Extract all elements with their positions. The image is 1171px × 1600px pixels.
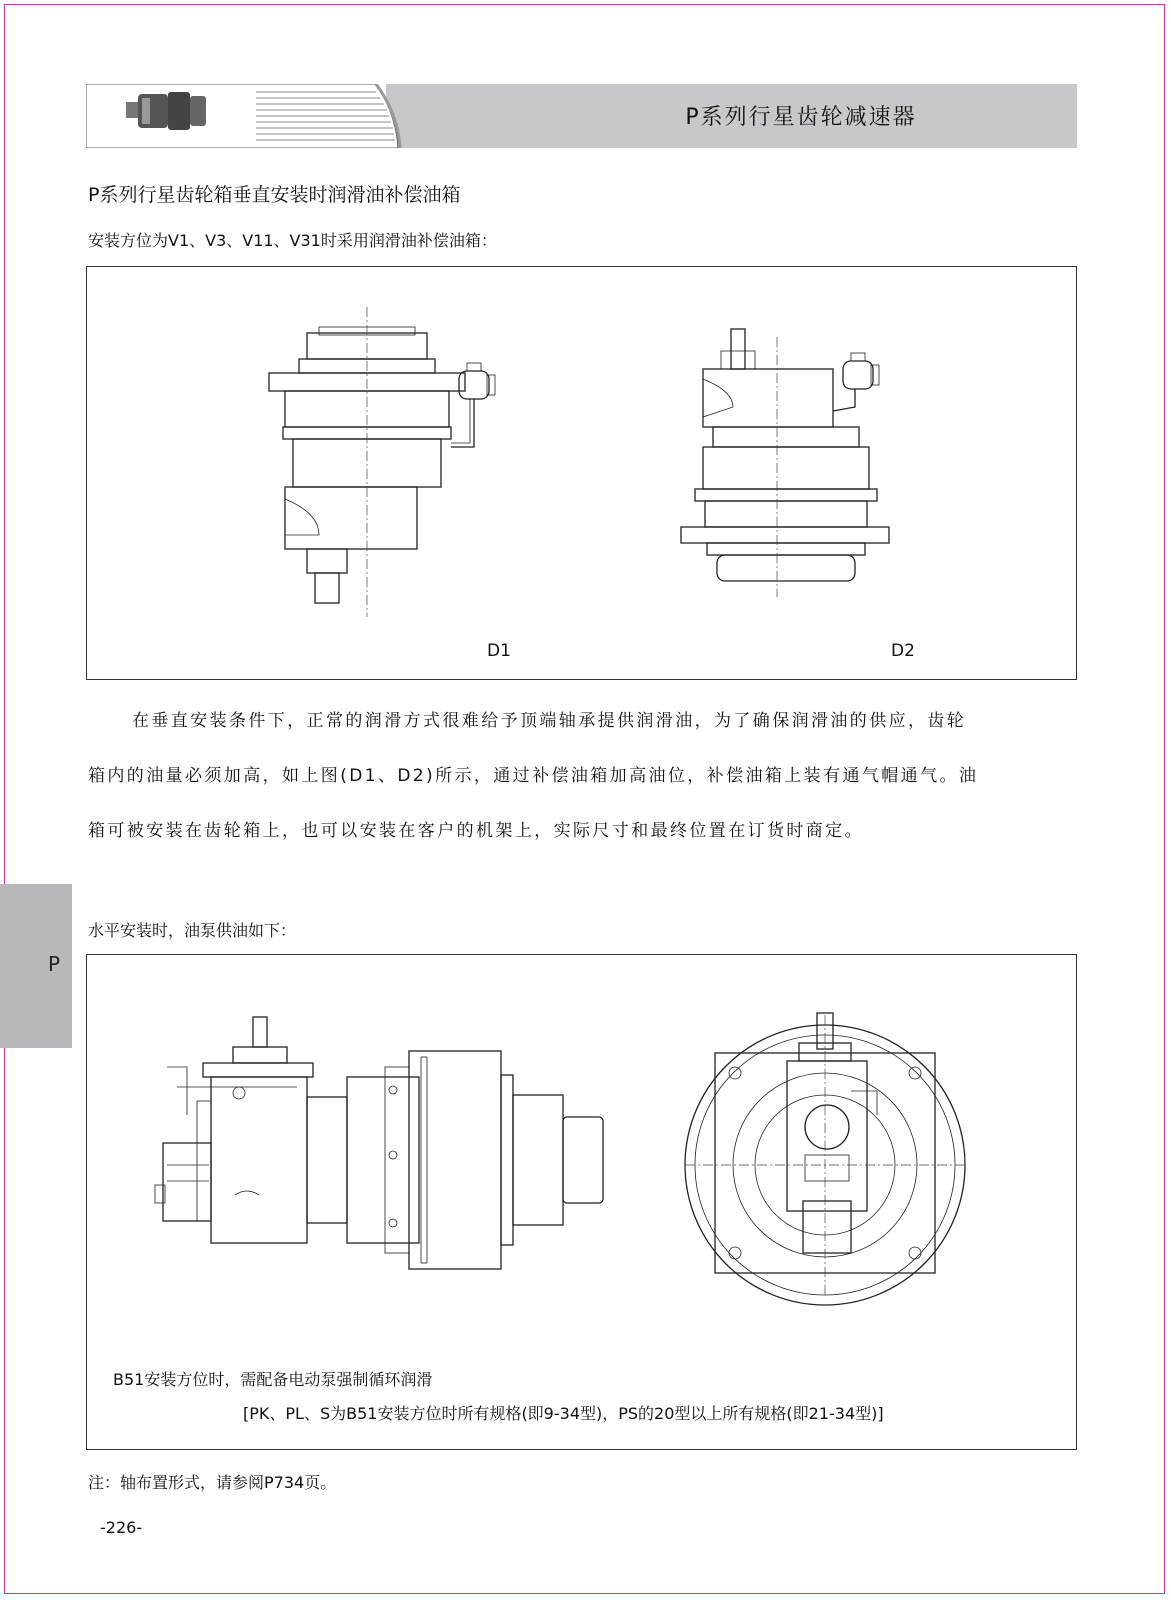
d2-gearbox-drawing bbox=[681, 329, 889, 597]
paragraph-line: 箱可被安装在齿轮箱上，也可以安装在客户的机架上，实际尺寸和最终位置在订货时商定。 bbox=[88, 821, 864, 841]
header-banner bbox=[86, 84, 1077, 148]
figure-label-d2: D2 bbox=[891, 641, 915, 661]
paragraph-line: 箱内的油量必须加高，如上图(D1、D2)所示，通过补偿油箱加高油位，补偿油箱上装有通气帽通气。油 bbox=[88, 766, 979, 786]
page-number: -226- bbox=[100, 1518, 143, 1537]
side-tab-label: P bbox=[48, 952, 61, 976]
paragraph-line: 在垂直安装条件下，正常的润滑方式很难给予顶端轴承提供润滑油，为了确保润滑油的供应，齿轮 bbox=[132, 711, 967, 731]
figure-label-d1: D1 bbox=[487, 641, 511, 661]
note-text: 注：轴布置形式，请参阅P734页。 bbox=[88, 1473, 337, 1492]
horizontal-intro: 水平安装时，油泵供油如下： bbox=[88, 921, 297, 940]
d1-gearbox-drawing bbox=[269, 307, 495, 617]
vertical-mounting-drawing bbox=[87, 267, 1078, 681]
figure2-caption-main: B51安装方位时，需配备电动泵强制循环润滑 bbox=[113, 1370, 433, 1389]
description-paragraph bbox=[88, 694, 1078, 859]
vertical-intro: 安装方位为V1、V3、V11、V31时采用润滑油补偿油箱： bbox=[88, 231, 497, 250]
section-title: P系列行星齿轮箱垂直安装时润滑油补偿油箱 bbox=[88, 184, 461, 206]
header-title: P系列行星齿轮减速器 bbox=[685, 105, 917, 130]
end-view-drawing bbox=[685, 1013, 965, 1305]
figure2-caption-detail: [PK、PL、S为B51安装方位时所有规格(即9-34型)，PS的20型以上所有规格(即21-34型)] bbox=[243, 1404, 884, 1423]
figure-horizontal-mounting bbox=[86, 954, 1077, 1450]
figure-vertical-mounting bbox=[86, 266, 1077, 680]
side-section-tab bbox=[0, 884, 72, 1048]
side-view-drawing bbox=[155, 1017, 603, 1269]
